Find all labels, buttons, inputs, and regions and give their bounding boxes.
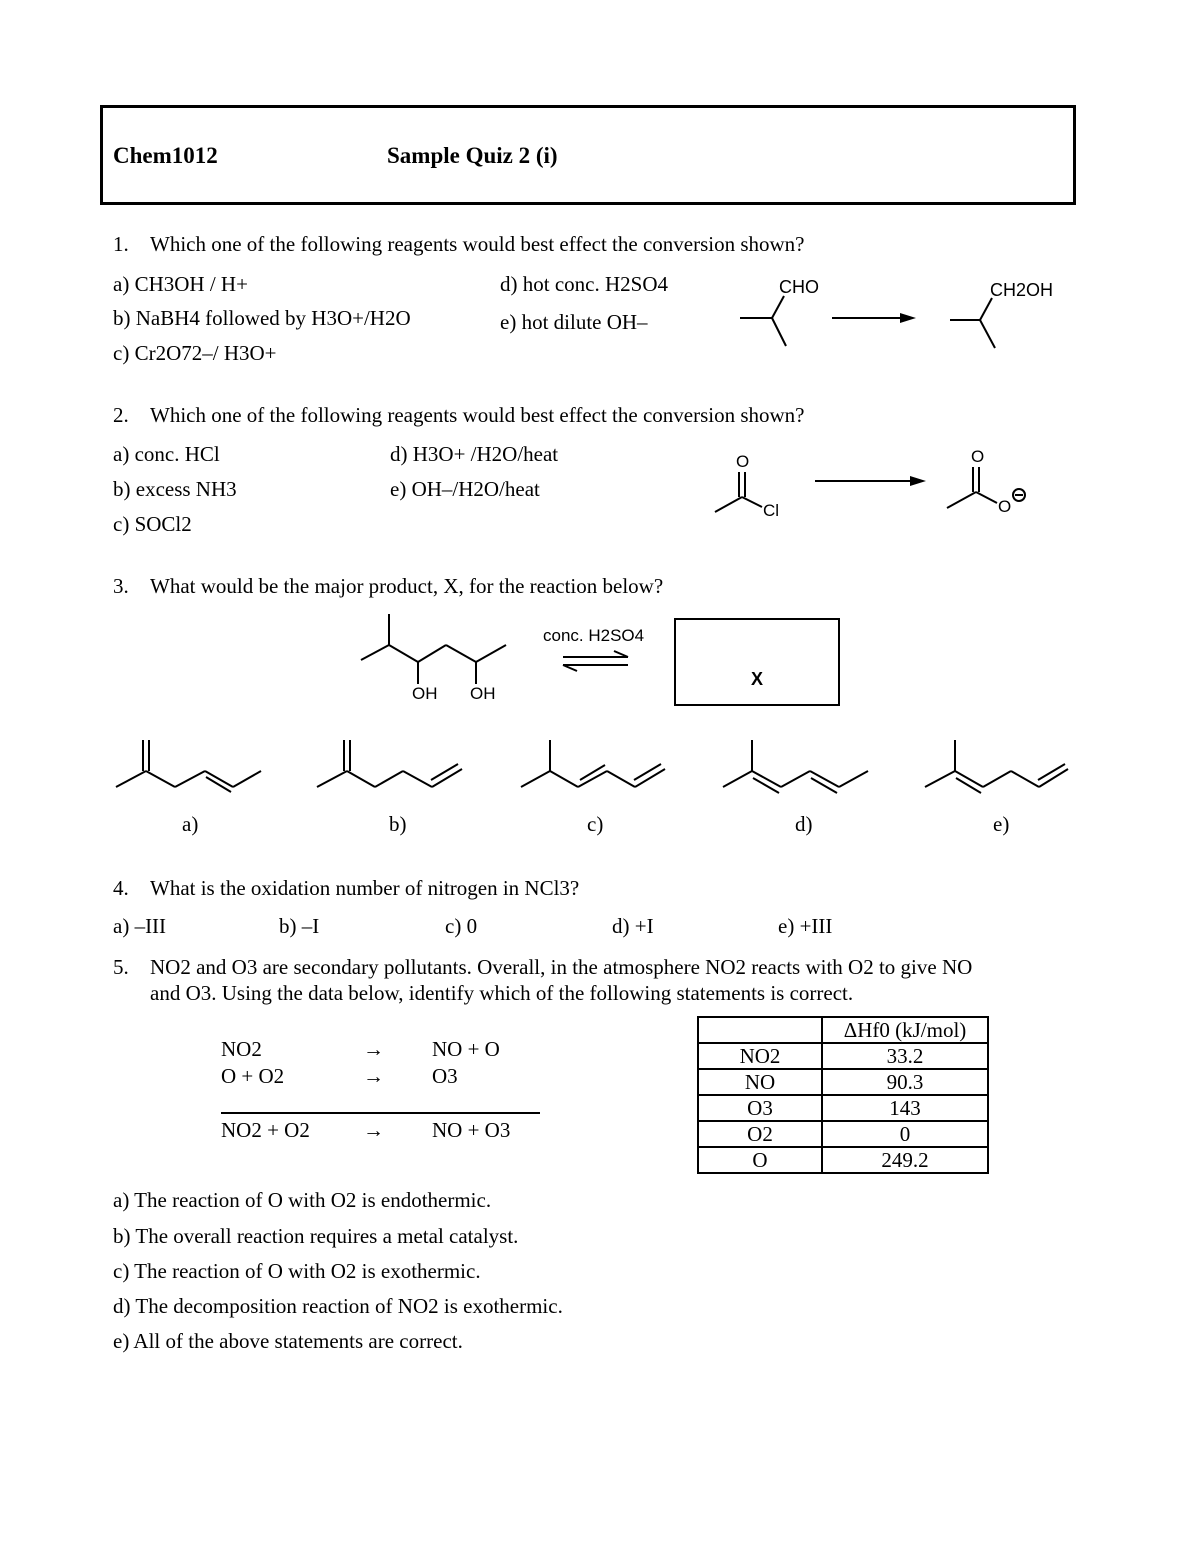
q1-option-e: e) hot dilute OH– — [500, 310, 648, 334]
table-header-row — [698, 1017, 988, 1043]
value-cell: 33.2 — [822, 1043, 988, 1069]
q4-option-e: e) +III — [778, 914, 833, 938]
q5-eq3-left: NO2 + O2 — [221, 1118, 310, 1142]
q3-choice-c: c) — [587, 812, 604, 836]
q2-option-e: e) OH–/H2O/heat — [390, 477, 540, 501]
q5-option-e: e) All of the above statements are correct. — [113, 1329, 463, 1353]
value-cell: 0 — [822, 1121, 988, 1147]
q5-eq1-left: NO2 — [221, 1037, 262, 1061]
q5-question-line2: and O3. Using the data below, identify which of the following statements is correct. — [150, 981, 854, 1005]
value-cell: 249.2 — [822, 1147, 988, 1173]
q2-oxygen-2: O — [971, 447, 985, 466]
q3-question: What would be the major product, X, for the reaction below? — [150, 574, 664, 598]
enthalpy-table — [697, 1016, 989, 1174]
species-cell: O3 — [698, 1095, 822, 1121]
course-code: Chem1012 — [113, 143, 218, 168]
q1-option-c: c) Cr2O72–/ H3O+ — [113, 341, 277, 365]
table-row — [698, 1147, 988, 1173]
q2-number: 2. — [113, 403, 129, 427]
q2-chlorine: Cl — [763, 501, 780, 520]
table-row — [698, 1121, 988, 1147]
q3-choice-d: d) — [795, 812, 813, 836]
q5-eq2-left: O + O2 — [221, 1064, 285, 1088]
table-row — [698, 1095, 988, 1121]
q5-eq3-right: NO + O3 — [432, 1118, 511, 1142]
species-cell: NO — [698, 1069, 822, 1095]
table-header-empty — [698, 1017, 822, 1043]
species-cell: NO2 — [698, 1043, 822, 1069]
table-row — [698, 1043, 988, 1069]
value-cell: 143 — [822, 1095, 988, 1121]
q3-number: 3. — [113, 574, 129, 598]
q5-eq1-arrow: → — [363, 1037, 384, 1061]
q5-option-d: d) The decomposition reaction of NO2 is exothermic. — [113, 1294, 563, 1318]
species-cell: O2 — [698, 1121, 822, 1147]
q5-option-c: c) The reaction of O with O2 is exothermic. — [113, 1259, 481, 1283]
q1-option-a: a) CH3OH / H+ — [113, 272, 248, 296]
q4-option-a: a) –III — [113, 914, 167, 938]
q5-eq3-arrow: → — [363, 1118, 384, 1142]
q3-oh-1: OH — [412, 684, 438, 703]
q1-reactant-cho: CHO — [779, 277, 819, 297]
q5-option-a: a) The reaction of O with O2 is endothermic. — [113, 1188, 492, 1212]
q4-option-d: d) +I — [612, 914, 654, 938]
quiz-title: Sample Quiz 2 (i) — [387, 143, 558, 168]
q3-choice-e: e) — [993, 812, 1010, 836]
q2-oxygen-3: O — [998, 497, 1012, 516]
q2-option-c: c) SOCl2 — [113, 512, 192, 536]
q5-option-b: b) The overall reaction requires a metal catalyst. — [113, 1224, 519, 1248]
q3-product-box — [674, 618, 840, 706]
value-cell: 90.3 — [822, 1069, 988, 1095]
q4-option-c: c) 0 — [445, 914, 478, 938]
q3-oh-2: OH — [470, 684, 496, 703]
q5-eq2-right: O3 — [432, 1064, 458, 1088]
table-header-dhf: ΔHf0 (kJ/mol) — [822, 1017, 988, 1043]
q1-question: Which one of the following reagents would best effect the conversion shown? — [150, 232, 805, 256]
table-row — [698, 1069, 988, 1095]
q5-number: 5. — [113, 955, 129, 979]
q4-number: 4. — [113, 876, 129, 900]
q5-eq1-right: NO + O — [432, 1037, 500, 1061]
q3-choice-a: a) — [182, 812, 199, 836]
q4-option-b: b) –I — [279, 914, 320, 938]
q5-sum-line — [221, 1112, 540, 1114]
q1-option-d: d) hot conc. H2SO4 — [500, 272, 668, 296]
q2-question: Which one of the following reagents would best effect the conversion shown? — [150, 403, 805, 427]
q1-number: 1. — [113, 232, 129, 256]
q3-product-x: X — [751, 669, 764, 689]
q4-question: What is the oxidation number of nitrogen in NCl3? — [150, 876, 580, 900]
q2-option-d: d) H3O+ /H2O/heat — [390, 442, 559, 466]
q2-oxygen-1: O — [736, 452, 750, 471]
q2-option-a: a) conc. HCl — [113, 442, 220, 466]
q5-question-line1: NO2 and O3 are secondary pollutants. Overall, in the atmosphere NO2 reacts with O2 to give NO — [150, 955, 973, 979]
q1-option-b: b) NaBH4 followed by H3O+/H2O — [113, 306, 411, 330]
q1-product-ch2oh: CH2OH — [990, 280, 1054, 300]
q2-option-b: b) excess NH3 — [113, 477, 237, 501]
q3-choice-b: b) — [389, 812, 407, 836]
q3-reagent: conc. H2SO4 — [543, 626, 645, 645]
q5-eq2-arrow: → — [363, 1064, 384, 1088]
species-cell: O — [698, 1147, 822, 1173]
